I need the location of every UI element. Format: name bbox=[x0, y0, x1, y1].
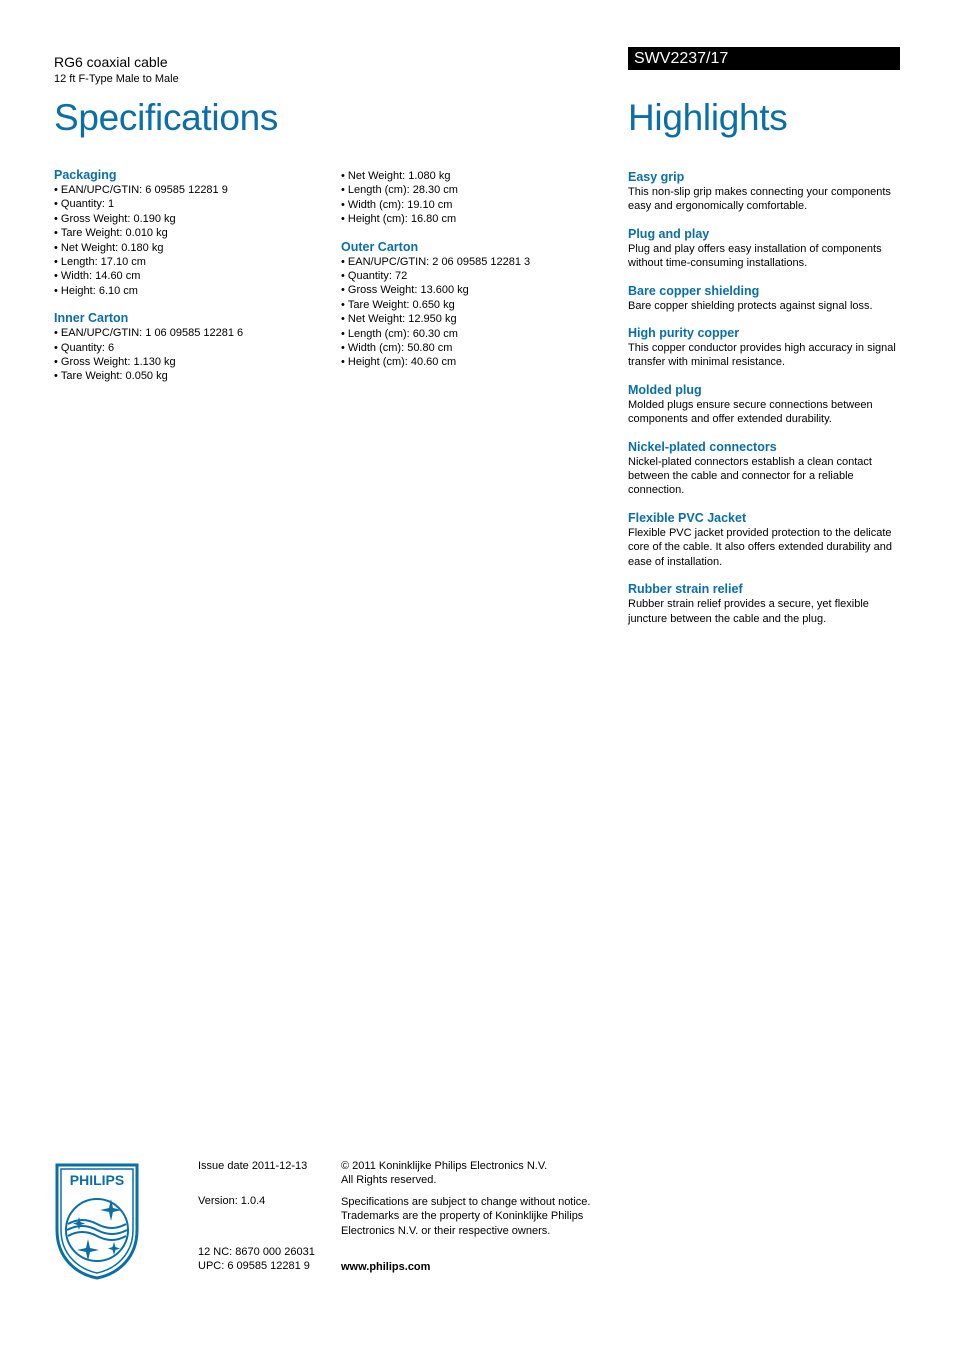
product-name: RG6 coaxial cable bbox=[54, 54, 168, 70]
list-item: • Height: 6.10 cm bbox=[54, 284, 324, 298]
list-item: • EAN/UPC/GTIN: 2 06 09585 12281 3 bbox=[341, 255, 611, 269]
highlight-description: This copper conductor provides high accuracy in signal transfer with minimal resistance. bbox=[628, 342, 896, 369]
copyright-line: © 2011 Koninklijke Philips Electronics N.V. bbox=[341, 1160, 548, 1172]
outer-carton-heading: Outer Carton bbox=[341, 239, 419, 254]
highlight-plug-and-play bbox=[628, 227, 903, 271]
highlight-title: Plug and play bbox=[628, 226, 710, 241]
list-item: • Quantity: 6 bbox=[54, 341, 324, 355]
list-item: • Quantity: 1 bbox=[54, 197, 324, 211]
outer-carton-list bbox=[341, 255, 611, 370]
highlight-description: Flexible PVC jacket provided protection to the delicate core of the cable. It also offers extended durability and ease of installation. bbox=[628, 526, 892, 568]
highlight-description: Nickel-plated connectors establish a clean contact between the cable and connector for a reliable connection. bbox=[628, 455, 872, 497]
list-item: • Width: 14.60 cm bbox=[54, 269, 324, 283]
highlight-title: Molded plug bbox=[628, 382, 702, 397]
inner-carton-heading: Inner Carton bbox=[54, 311, 129, 326]
notice-line: Electronics N.V. or their respective owners. bbox=[341, 1224, 551, 1237]
highlight-title: Easy grip bbox=[628, 170, 685, 184]
highlight-description: Plug and play offers easy installation of components without time-consuming installations. bbox=[628, 242, 882, 270]
highlight-description: Rubber strain relief provides a secure, yet flexible juncture between the cable and the plug. bbox=[628, 598, 869, 625]
footer-info-column bbox=[198, 1159, 333, 1274]
list-item: • Length: 17.10 cm bbox=[54, 255, 324, 269]
highlight-bare-copper-shielding bbox=[628, 284, 903, 313]
specs-column-2 bbox=[341, 169, 611, 370]
list-item: • Width (cm): 50.80 cm bbox=[341, 341, 611, 355]
highlight-title: High purity copper bbox=[628, 326, 740, 341]
highlight-title: Bare copper shielding bbox=[628, 283, 760, 298]
list-item: • Gross Weight: 0.190 kg bbox=[54, 212, 324, 226]
list-item: • Gross Weight: 13.600 kg bbox=[341, 283, 611, 297]
highlight-rubber-strain-relief bbox=[628, 582, 903, 626]
highlight-high-purity-copper bbox=[628, 326, 903, 370]
list-item: • Net Weight: 0.180 kg bbox=[54, 241, 324, 255]
list-item: • Quantity: 72 bbox=[341, 269, 611, 283]
inner-carton-list bbox=[54, 326, 324, 384]
notice-line: Trademarks are the property of Koninklijke Philips bbox=[341, 1210, 584, 1223]
logo-text: PHILIPS bbox=[69, 1172, 125, 1188]
specs-column-1 bbox=[54, 168, 324, 384]
list-item: • Width (cm): 19.10 cm bbox=[341, 198, 611, 212]
highlight-molded-plug bbox=[628, 383, 903, 427]
list-item: • Tare Weight: 0.650 kg bbox=[341, 298, 611, 312]
inner-carton-list-continued bbox=[341, 169, 611, 227]
list-item: • Height (cm): 40.60 cm bbox=[341, 355, 611, 369]
packaging-heading: Packaging bbox=[54, 168, 117, 182]
product-subtitle: 12 ft F-Type Male to Male bbox=[54, 73, 179, 85]
highlights-list bbox=[628, 170, 903, 639]
model-number-bar: SWV2237/17 bbox=[628, 47, 900, 70]
highlight-nickel-plated-connectors bbox=[628, 440, 903, 498]
highlight-description: Bare copper shielding protects against signal loss. bbox=[628, 299, 873, 312]
notice-line: Specifications are subject to change without notice. bbox=[341, 1195, 591, 1208]
list-item: • EAN/UPC/GTIN: 1 06 09585 12281 6 bbox=[54, 326, 324, 340]
highlights-title: Highlights bbox=[628, 97, 788, 138]
footer-legal-column bbox=[341, 1159, 611, 1274]
packaging-list bbox=[54, 183, 324, 298]
highlight-flexible-pvc-jacket bbox=[628, 511, 903, 569]
highlight-easy-grip bbox=[628, 170, 903, 214]
list-item: • EAN/UPC/GTIN: 6 09585 12281 9 bbox=[54, 183, 324, 197]
rights-line: All Rights reserved. bbox=[341, 1174, 437, 1187]
website-link[interactable]: www.philips.com bbox=[341, 1261, 431, 1274]
specifications-title: Specifications bbox=[54, 97, 279, 138]
highlight-title: Nickel-plated connectors bbox=[628, 439, 777, 454]
list-item: • Length (cm): 28.30 cm bbox=[341, 183, 611, 197]
list-item: • Tare Weight: 0.050 kg bbox=[54, 369, 324, 383]
list-item: • Height (cm): 16.80 cm bbox=[341, 212, 611, 226]
highlight-title: Flexible PVC Jacket bbox=[628, 510, 747, 525]
highlight-description: Molded plugs ensure secure connections between components and offer extended durability. bbox=[628, 398, 873, 426]
upc-number: UPC: 6 09585 12281 9 bbox=[198, 1260, 310, 1273]
issue-date: Issue date 2011-12-13 bbox=[198, 1160, 308, 1172]
list-item: • Length (cm): 60.30 cm bbox=[341, 327, 611, 341]
list-item: • Tare Weight: 0.010 kg bbox=[54, 226, 324, 240]
highlight-title: Rubber strain relief bbox=[628, 582, 743, 597]
nc-number: 12 NC: 8670 000 26031 bbox=[198, 1245, 315, 1258]
version: Version: 1.0.4 bbox=[198, 1195, 266, 1208]
philips-shield-logo bbox=[54, 1162, 140, 1280]
highlight-description: This non-slip grip makes connecting your components easy and ergonomically comfortable. bbox=[628, 186, 891, 213]
list-item: • Net Weight: 1.080 kg bbox=[341, 169, 611, 183]
list-item: • Net Weight: 12.950 kg bbox=[341, 312, 611, 326]
list-item: • Gross Weight: 1.130 kg bbox=[54, 355, 324, 369]
